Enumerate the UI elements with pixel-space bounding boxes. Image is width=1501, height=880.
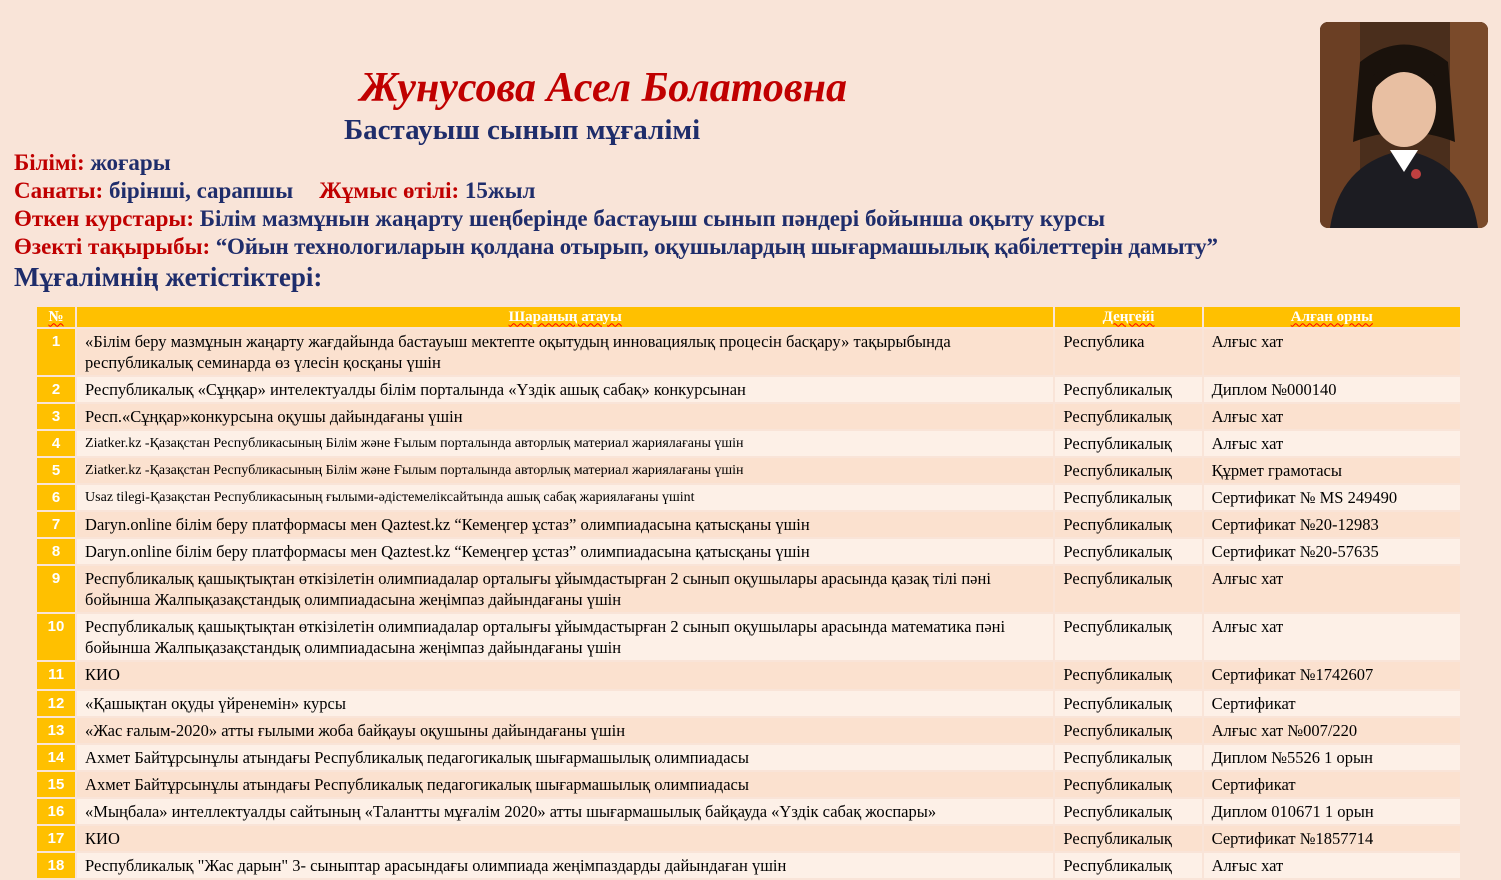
row-event: КИО: [77, 826, 1053, 851]
row-event: Daryn.online білім беру платформасы мен Qaztest.kz “Кемеңгер ұстаз” олимпиадасына қатысқаны үшін: [77, 539, 1053, 564]
row-result: Алғыс хат: [1204, 853, 1460, 878]
table-row: [37, 745, 1460, 770]
row-event: Республикалық "Жас дарын" 3- сыныптар арасындағы олимпиада жеңімпаздарды дайындаған үшін: [77, 853, 1053, 878]
table-row: [37, 826, 1460, 851]
teacher-role: Бастауыш сынып мұғалімі: [344, 114, 701, 146]
table-row: [37, 662, 1460, 689]
row-number: 10: [37, 614, 75, 660]
row-number: 8: [37, 539, 75, 564]
row-result: Құрмет грамотасы: [1204, 458, 1460, 483]
row-result: Алғыс хат: [1204, 566, 1460, 612]
courses-value: Білім мазмұнын жаңарту шеңберінде бастауыш сынып пәндері бойынша оқыту курсы: [194, 206, 1106, 231]
row-level: Республикалық: [1055, 853, 1201, 878]
courses-line: [14, 206, 1105, 232]
topic-line: [14, 234, 1218, 260]
row-number: 2: [37, 377, 75, 402]
row-result: Сертификат: [1204, 772, 1460, 797]
table-row: [37, 485, 1460, 510]
row-event: Ахмет Байтұрсынұлы атындағы Республикалық педагогикалық шығармашылық олимпиадасы: [77, 745, 1053, 770]
category-value: бірінші, сарапшы: [103, 178, 294, 203]
row-result: Диплом №000140: [1204, 377, 1460, 402]
row-level: Республикалық: [1055, 772, 1201, 797]
row-level: Республикалық: [1055, 458, 1201, 483]
row-number: 18: [37, 853, 75, 878]
row-result: Алғыс хат: [1204, 404, 1460, 429]
row-event: Usaz tilegi-Қазақстан Республикасының ғылыми-әдістемеліксайтында ашық сабақ жариялағаны үшіnt: [77, 485, 1053, 510]
row-result: Алғыс хат №007/220: [1204, 718, 1460, 743]
row-level: Республикалық: [1055, 566, 1201, 612]
topic-value: “Ойын технологиларын қолдана отырып, оқушылардың шығармашылық қабілеттерін дамыту”: [210, 234, 1218, 259]
row-level: Республикалық: [1055, 404, 1201, 429]
table-row: [37, 566, 1460, 612]
row-number: 11: [37, 662, 75, 689]
row-level: Республикалық: [1055, 431, 1201, 456]
table-row: [37, 539, 1460, 564]
table-row: [37, 691, 1460, 716]
row-event: Республикалық «Сұңқар» интелектуалды білім порталында «Үздік ашық сабақ» конкурсынан: [77, 377, 1053, 402]
row-level: Республикалық: [1055, 662, 1201, 689]
table-row: [37, 512, 1460, 537]
row-result: Сертификат №1857714: [1204, 826, 1460, 851]
row-level: Республикалық: [1055, 745, 1201, 770]
education-value: жоғары: [84, 150, 171, 175]
row-number: 1: [37, 329, 75, 375]
row-event: «Қашықтан оқуды үйренемін» курсы: [77, 691, 1053, 716]
row-number: 16: [37, 799, 75, 824]
row-level: Республикалық: [1055, 826, 1201, 851]
row-event: Ахмет Байтұрсынұлы атындағы Республикалық педагогикалық шығармашылық олимпиадасы: [77, 772, 1053, 797]
category-label: Санаты:: [14, 178, 104, 203]
row-level: Республикалық: [1055, 539, 1201, 564]
row-number: 15: [37, 772, 75, 797]
row-level: Республикалық: [1055, 512, 1201, 537]
row-number: 4: [37, 431, 75, 456]
row-number: 3: [37, 404, 75, 429]
row-number: 14: [37, 745, 75, 770]
education-line: [14, 150, 171, 176]
experience-label: Жұмыс өтілі:: [319, 178, 460, 203]
table-row: [37, 458, 1460, 483]
header-event: Шараның атауы: [77, 307, 1053, 327]
header-result: Алған орны: [1204, 307, 1460, 327]
education-label: Білімі:: [14, 150, 85, 175]
achievements-table: [35, 305, 1462, 880]
table-row: [37, 853, 1460, 878]
row-level: Республикалық: [1055, 377, 1201, 402]
row-result: Сертификат: [1204, 691, 1460, 716]
row-result: Сертификат №1742607: [1204, 662, 1460, 689]
row-level: Республикалық: [1055, 614, 1201, 660]
row-event: Республикалық қашықтықтан өткізілетін олимпиадалар орталығы ұйымдастырған 2 сынып оқушылары арасында математика пәні бойынша Жалпықазақстандық олимпиадасына жеңімпаз дайындағаны үшін: [77, 614, 1053, 660]
header-number: №: [37, 307, 75, 327]
row-result: Алғыс хат: [1204, 431, 1460, 456]
achievements-title: Мұғалімнің жетістіктері:: [14, 262, 323, 292]
row-event: Ziatker.kz -Қазақстан Республикасының Білім және Ғылым порталында авторлық материал жариялағаны үшін: [77, 431, 1053, 456]
row-number: 13: [37, 718, 75, 743]
row-number: 12: [37, 691, 75, 716]
row-level: Республикалық: [1055, 691, 1201, 716]
row-event: Ziatker.kz -Қазақстан Республикасының Білім және Ғылым порталында авторлық материал жариялағаны үшін: [77, 458, 1053, 483]
row-number: 7: [37, 512, 75, 537]
row-event: Республикалық қашықтықтан өткізілетін олимпиадалар орталығы ұйымдастырған 2 сынып оқушылары арасында қазақ тілі пәні бойынша Жалпықазақстандық олимпиадасына жеңімпаз дайындағаны үшін: [77, 566, 1053, 612]
topic-label: Өзекті тақырыбы:: [14, 234, 211, 259]
table-header-row: [37, 307, 1460, 327]
row-result: Алғыс хат: [1204, 329, 1460, 375]
table-row: [37, 404, 1460, 429]
table-row: [37, 329, 1460, 375]
courses-label: Өткен курстары:: [14, 206, 194, 231]
table-row: [37, 799, 1460, 824]
row-event: Daryn.online білім беру платформасы мен Qaztest.kz “Кемеңгер ұстаз” олимпиадасына қатысқаны үшін: [77, 512, 1053, 537]
teacher-photo: [1320, 22, 1488, 228]
row-level: Республикалық: [1055, 485, 1201, 510]
row-result: Диплом №5526 1 орын: [1204, 745, 1460, 770]
table-row: [37, 772, 1460, 797]
row-number: 17: [37, 826, 75, 851]
experience-value: 15жыл: [459, 178, 536, 203]
row-result: Сертификат № MS 249490: [1204, 485, 1460, 510]
table-row: [37, 718, 1460, 743]
row-number: 9: [37, 566, 75, 612]
row-result: Сертификат №20-12983: [1204, 512, 1460, 537]
row-result: Сертификат №20-57635: [1204, 539, 1460, 564]
row-level: Республика: [1055, 329, 1201, 375]
table-row: [37, 614, 1460, 660]
row-result: Диплом 010671 1 орын: [1204, 799, 1460, 824]
row-level: Республикалық: [1055, 718, 1201, 743]
row-result: Алғыс хат: [1204, 614, 1460, 660]
teacher-name: Жунусова Асел Болатовна: [360, 65, 847, 111]
row-event: «Жас ғалым-2020» атты ғылыми жоба байқауы оқушыны дайындағаны үшін: [77, 718, 1053, 743]
row-event: КИО: [77, 662, 1053, 689]
row-event: Респ.«Сұңқар»конкурсына оқушы дайындағаны үшін: [77, 404, 1053, 429]
table-row: [37, 431, 1460, 456]
header-level: Деңгейі: [1055, 307, 1201, 327]
row-event: «Мыңбала» интеллектуалды сайтының «Талантты мұғалім 2020» атты шығармашылық байқауда «Үздік сабақ жоспары»: [77, 799, 1053, 824]
category-line: [14, 178, 535, 204]
row-event: «Білім беру мазмұнын жаңарту жағдайында бастауыш мектепте оқытудың инновациялық процесін басқару» тақырыбында республикалық семинарда өз үлесін қосқаны үшін: [77, 329, 1053, 375]
table-row: [37, 377, 1460, 402]
row-number: 5: [37, 458, 75, 483]
row-number: 6: [37, 485, 75, 510]
row-level: Республикалық: [1055, 799, 1201, 824]
